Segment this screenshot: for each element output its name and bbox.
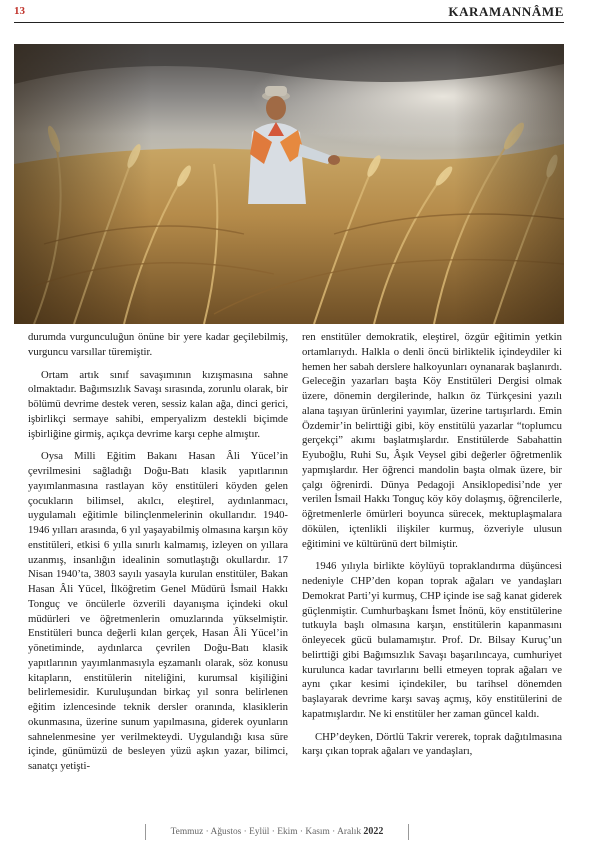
paragraph: 1946 yılıyla birlikte köylüyü topraklandırma düşüncesi nedeniyle CHP’den kopan toprak ağaları ve yandaşları Demokrat Parti’yi kurmuş, CHP içinde ise sağ kanat giderek güçlenmiştir. Cumhurbaşkanı İsmet İnönü, köy enstitülerine tutkuyla başlı olmasına karşın, enstitülerin kapanmasını önleyecek gücü bulamamıştır. Prof. Dr. Bilsay Kuruç’un belirttiği gibi Bağımsızlık Savaşı başarılıncaya, cumhuriyet kurulunca kadar tavırlarını belli etmeyen toprak ağaları ve aynı çıkar kesimi içindekiler, bu tarihsel dönemden başlayarak devrime karşı savaş açmış, köy enstitülerini de kapatmışlardır. Ne ki enstitüler her zaman güncel kaldı. — [302, 560, 562, 720]
paragraph: Oysa Milli Eğitim Bakanı Hasan Âli Yücel’in çevrilmesini sağladığı Doğu-Batı klasik yapıtlarının yayımlanmasına rastlayan köy enstitüleri köyden gelen çocukların bilimsel, akılcı, eleştirel, aydınlanmacı, uygulamalı eğitimle bilinçlenmelerinin okullarıdır. 1940-1946 yılları arasında, 6 yıl yaşayabilmiş olmasına karşın köy enstitüleri, etkisi 6 yılla sınırlı kalmamış, izleyen on yıllara uzanmış, insanlığın idealinin somutlaştığı okullardır. 17 Nisan 1940’ta, 3803 sayılı yasayla kurulan enstitüler, Bakan Hasan Âli Yücel, İlköğretim Genel Müdürü İsmail Hakkı Tonguç ve öncülerle özverili dayanışma içindeki okul müdürleri ve öğretmenlerin omuzlarında yükselmiştir. Enstitüleri bunca değerli kılan gerçek, Hasan Âli Yücel’in yönetiminde, aydınlarca çevrilen Doğu-Batı klasik yapıtlarının yayımlanmasıyla eşzamanlı olarak, söz konusu kitapların, enstitülerin niteliğini, kurumsal kişiliğini belirlemesidir. Kuruluşundan birkaç yıl sonra belirlenen eğitim izlencesinde teknik dersler oranında, klasiklerin okunmasına, üzerine sunum yapılmasına, giderek oyunların sahnelenmesine yer verilmekteydi. Uygulandığı kısa süre içinde, günümüzü de besleyen yüzü aşkın yazar, bilimci, sanatçı yetişti- — [28, 450, 288, 772]
footer-year: 2022 — [363, 826, 384, 837]
wheat-field-farmer-image — [14, 44, 564, 324]
paragraph: CHP’deyken, Dörtlü Takrir vererek, toprak dağıtılmasına karşı çıkan toprak ağaları ve yandaşları, — [302, 730, 562, 758]
article-column-right — [302, 330, 562, 759]
article-column-left — [28, 330, 288, 774]
paragraph: durumda vurgunculuğun önüne bir yere kadar geçilebilmiş, vurguncu varsıllar türemiştir. — [28, 331, 288, 358]
page-header — [14, 4, 564, 23]
magazine-title: KARAMANNÂME — [448, 4, 564, 19]
footer-months: Temmuz · Ağustos · Eylül · Ekim · Kasım · Aralık — [170, 827, 362, 837]
paragraph: ren enstitüler demokratik, eleştirel, özgür eğitimin yetkin ortamlarıydı. Halkla o denli öncü birliktelik içindeydiler ki hemen her sabah derslere halkoyunları oynanarak başlanırdı. Geleceğin yazarları başta Köy Enstitüleri Dergisi olmak üzere, dönemin dergilerinde, halkın öz Türkçesini yazılı alana taşıyan ürünlerini yayımlar, üzerine tartışırlardı. Emin Özdemir’in belirttiği gibi, köy enstitülü yazarlar “toplumcu gerçekçi” akımı başlatmışlardır. Enstitülerde Sabahattin Eyuboğlu, Ruhi Su, Âşık Veysel gibi değerler öğretmenlik yapmışlardır. Her öğrenci mandolin başta olmak üzere, bir çalgı öğrenirdi. Dünya Pedagoji Ansiklopedisi’nde yer verilen İsmail Hakkı Tonguç köy köy dolaşmış, öğrencilerle, öğretmenlerle ömürleri boyunca sürecek, mektuplaşmalara dökülen, içtenlikli ilişkiler kurmuş, özveriyle ulusun eğitimini ve kültürünü dert bilmiştir. — [302, 331, 562, 550]
paragraph: Ortam artık sınıf savaşımının kızışmasına sahne olmaktadır. Bağımsızlık Savaşı sırasında, zorunlu olarak, bir bölümü devrime destek veren, sessiz kalan ağa, dinci gerici, işbirlikçi sermaye sahibi, emperyalizm destekli biçimde işbirliğine girmiş, açıkça devrime karşı cephe almıştır. — [28, 368, 288, 440]
page-number: 13 — [14, 5, 25, 17]
article-photo — [14, 44, 564, 324]
page-footer — [145, 824, 409, 840]
